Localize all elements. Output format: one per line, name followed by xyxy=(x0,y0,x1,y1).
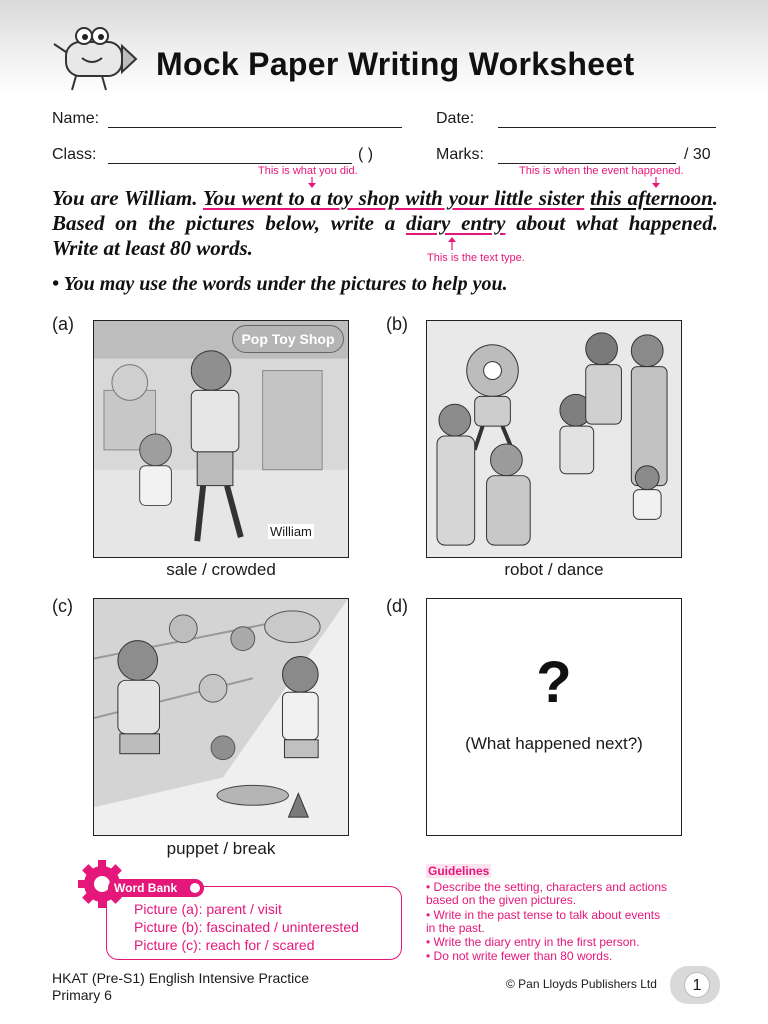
what-happened-next: (What happened next?) xyxy=(465,734,643,753)
panel-d-label: (d) xyxy=(386,596,408,616)
caption-c: puppet / break xyxy=(166,839,276,858)
footer-publisher: © Pan Lloyds Publishers Ltd xyxy=(506,977,657,991)
panel-b-label: (b) xyxy=(386,314,408,334)
marks-field[interactable] xyxy=(498,163,676,164)
prompt-line2-start: Based on the pictures below, write a xyxy=(52,211,396,235)
broken-puppet-illustration xyxy=(94,599,348,835)
name-field[interactable] xyxy=(108,127,402,128)
note-when-event: This is when the event happened. xyxy=(519,165,684,177)
picture-a xyxy=(93,320,349,558)
prompt-period: . xyxy=(712,186,719,210)
prompt-line-2 xyxy=(52,211,718,236)
prompt-line-1 xyxy=(52,186,718,211)
arrow-up-icon xyxy=(446,236,458,250)
caption-a: sale / crowded xyxy=(166,560,276,579)
word-bank-item: Picture (a): parent / visit xyxy=(134,901,282,917)
note-text-type: This is the text type. xyxy=(427,252,525,264)
class-number-paren: ( ) xyxy=(358,146,374,163)
guideline-line: • Do not write fewer than 80 words. xyxy=(426,949,613,963)
caption-b: robot / dance xyxy=(504,560,604,579)
word-bank-item: Picture (c): reach for / scared xyxy=(134,937,315,953)
writing-prompt xyxy=(52,186,718,261)
page-number: 1 xyxy=(684,972,710,998)
date-field[interactable] xyxy=(498,127,716,128)
guideline-line: • Describe the setting, characters and actions xyxy=(426,880,667,894)
picture-b xyxy=(426,320,682,558)
class-label: Class: xyxy=(52,146,97,163)
panel-c-label: (c) xyxy=(52,596,73,616)
word-bank-tab xyxy=(108,879,204,897)
toy-shop-illustration xyxy=(94,321,348,557)
footer-level: Primary 6 xyxy=(52,987,112,1003)
shop-sign: Pop Toy Shop xyxy=(232,325,344,353)
guideline-line: based on the given pictures. xyxy=(426,893,577,907)
robot-dance-illustration xyxy=(427,321,681,557)
prompt-line2-end: about what happened. xyxy=(516,211,718,235)
prompt-what-you-did: You went to a toy shop with your little sister xyxy=(203,186,585,210)
picture-c xyxy=(93,598,349,836)
prompt-text-type: diary entry xyxy=(406,211,506,235)
guideline-line: • Write the diary entry in the first person. xyxy=(426,935,640,949)
pencil-mascot-icon xyxy=(52,16,138,96)
guidelines-title: Guidelines xyxy=(428,864,490,878)
prompt-when: this afternoon xyxy=(590,186,713,210)
marks-total: / 30 xyxy=(684,146,711,163)
note-what-you-did: This is what you did. xyxy=(258,165,358,177)
class-field[interactable] xyxy=(108,163,352,164)
picture-d xyxy=(426,598,682,836)
marks-label: Marks: xyxy=(436,146,484,163)
name-label: Name: xyxy=(52,110,100,127)
page-title: Mock Paper Writing Worksheet xyxy=(156,46,635,82)
prompt-lead: You are William. xyxy=(52,186,198,210)
date-label: Date: xyxy=(436,110,475,127)
question-mark: ? xyxy=(536,650,572,715)
instruction-bullet: • You may use the words under the pictures to help you. xyxy=(52,273,508,295)
guideline-line: in the past. xyxy=(426,921,485,935)
panel-a-label: (a) xyxy=(52,314,74,334)
footer-book-title: HKAT (Pre-S1) English Intensive Practice xyxy=(52,970,310,986)
prompt-line-3: Write at least 80 words. xyxy=(52,236,253,260)
tab-dot-icon xyxy=(190,883,200,893)
guideline-line: • Write in the past tense to talk about events xyxy=(426,908,661,922)
word-bank-title: Word Bank xyxy=(114,881,178,895)
william-label: William xyxy=(270,524,312,539)
word-bank-item: Picture (b): fascinated / uninterested xyxy=(134,919,359,935)
